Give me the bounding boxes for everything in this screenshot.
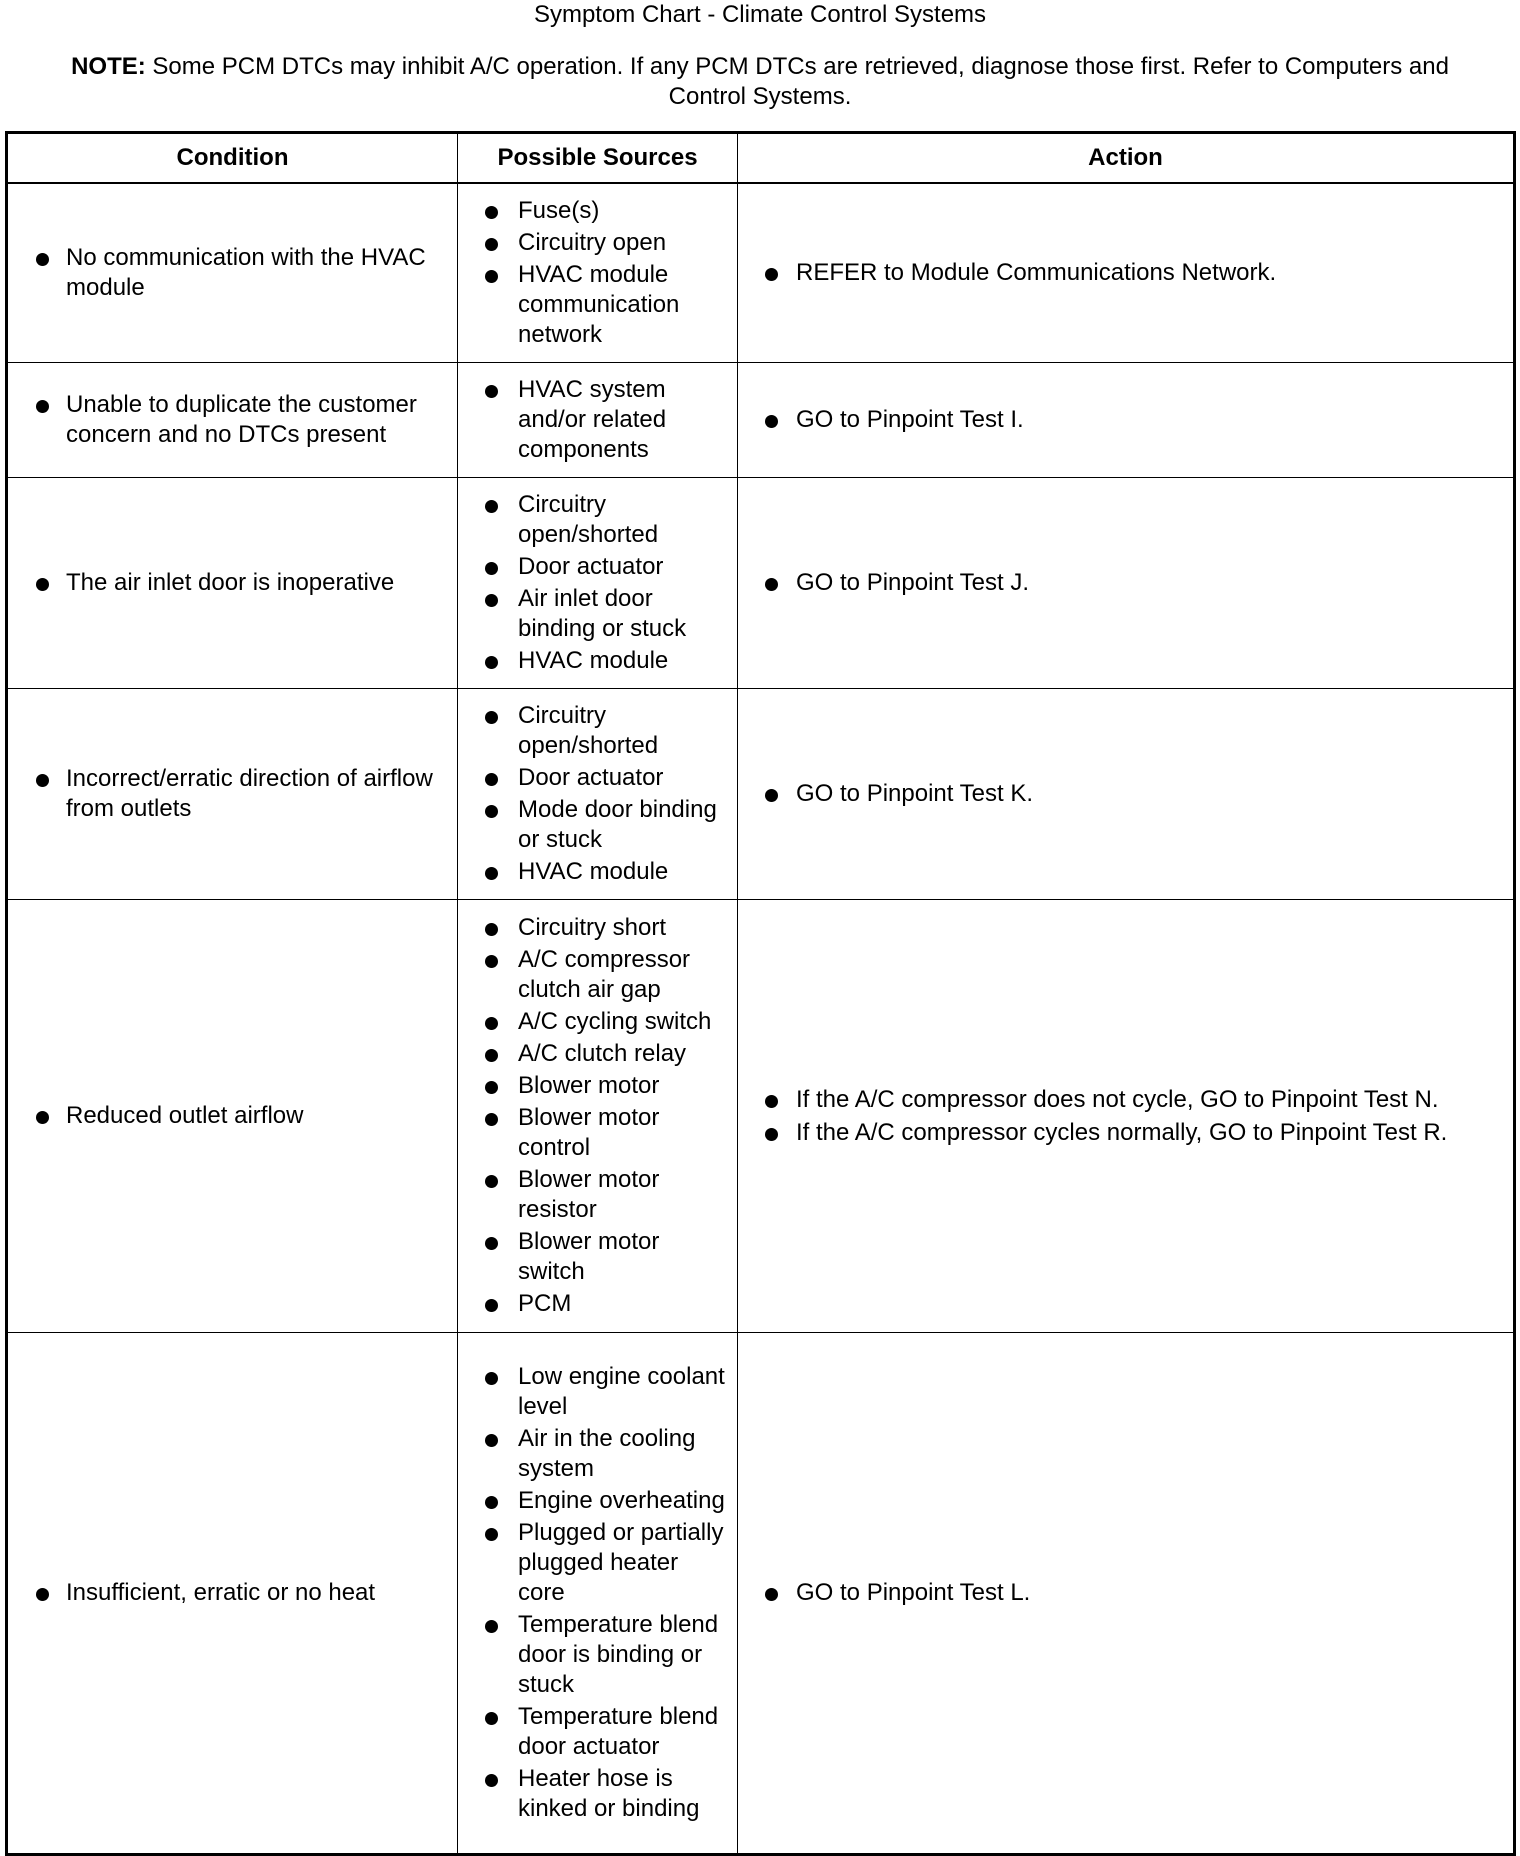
- action-item: GO to Pinpoint Test J.: [738, 568, 1513, 598]
- condition-cell: [7, 478, 458, 689]
- source-item: HVAC module: [458, 646, 737, 676]
- action-item: If the A/C compressor does not cycle, GO to Pinpoint Test N.: [738, 1085, 1513, 1115]
- source-item: A/C cycling switch: [458, 1007, 737, 1037]
- table-row: [7, 900, 1515, 1333]
- source-item: HVAC module: [458, 857, 737, 887]
- source-item: Circuitry open: [458, 228, 737, 258]
- source-item: Engine overheating: [458, 1486, 737, 1516]
- sources-cell: [458, 689, 738, 900]
- note-paragraph: [30, 52, 1490, 112]
- table-header-row: [7, 133, 1515, 184]
- condition-cell: [7, 183, 458, 363]
- action-cell: [738, 363, 1515, 478]
- sources-cell: [458, 900, 738, 1333]
- table-row: [7, 478, 1515, 689]
- action-item: GO to Pinpoint Test I.: [738, 405, 1513, 435]
- source-item: Door actuator: [458, 552, 737, 582]
- condition-text: The air inlet door is inoperative: [8, 568, 457, 598]
- action-item: GO to Pinpoint Test L.: [738, 1578, 1513, 1608]
- condition-text: Unable to duplicate the customer concern and no DTCs present: [8, 390, 457, 450]
- sources-cell: [458, 363, 738, 478]
- source-item: HVAC system and/or related components: [458, 375, 737, 465]
- table-row: [7, 183, 1515, 363]
- header-action: Action: [738, 133, 1515, 184]
- action-item: If the A/C compressor cycles normally, GO to Pinpoint Test R.: [738, 1118, 1513, 1148]
- source-item: A/C compressor clutch air gap: [458, 945, 737, 1005]
- condition-text: Insufficient, erratic or no heat: [8, 1578, 457, 1608]
- source-item: HVAC module communication network: [458, 260, 737, 350]
- header-possible-sources: Possible Sources: [458, 133, 738, 184]
- source-item: Door actuator: [458, 763, 737, 793]
- sources-cell: [458, 183, 738, 363]
- source-item: Circuitry open/shorted: [458, 490, 737, 550]
- source-item: Circuitry open/shorted: [458, 701, 737, 761]
- source-item: Temperature blend door actuator: [458, 1702, 737, 1762]
- source-item: Air in the cooling system: [458, 1424, 737, 1484]
- table-row: [7, 689, 1515, 900]
- action-item: GO to Pinpoint Test K.: [738, 779, 1513, 809]
- action-cell: [738, 183, 1515, 363]
- source-item: Temperature blend door is binding or stuck: [458, 1610, 737, 1700]
- source-item: Mode door binding or stuck: [458, 795, 737, 855]
- source-item: PCM: [458, 1289, 737, 1319]
- header-condition: Condition: [7, 133, 458, 184]
- source-item: Heater hose is kinked or binding: [458, 1764, 737, 1824]
- note-text: Some PCM DTCs may inhibit A/C operation. If any PCM DTCs are retrieved, diagnose those first. Refer to Computers and Control Systems.: [145, 53, 1449, 110]
- condition-cell: [7, 363, 458, 478]
- page-title: Symptom Chart - Climate Control Systems: [533, 1, 987, 28]
- table-row: [7, 1333, 1515, 1855]
- action-cell: [738, 1333, 1515, 1855]
- symptom-chart-table: [5, 131, 1516, 1856]
- source-item: Plugged or partially plugged heater core: [458, 1518, 737, 1608]
- action-item: REFER to Module Communications Network.: [738, 258, 1513, 288]
- condition-cell: [7, 1333, 458, 1855]
- condition-text: Incorrect/erratic direction of airflow from outlets: [8, 764, 457, 824]
- source-item: Circuitry short: [458, 913, 737, 943]
- source-item: A/C clutch relay: [458, 1039, 737, 1069]
- source-item: Blower motor resistor: [458, 1165, 737, 1225]
- condition-text: Reduced outlet airflow: [8, 1101, 457, 1131]
- source-item: Blower motor switch: [458, 1227, 737, 1287]
- condition-cell: [7, 900, 458, 1333]
- source-item: Fuse(s): [458, 196, 737, 226]
- source-item: Air inlet door binding or stuck: [458, 584, 737, 644]
- condition-cell: [7, 689, 458, 900]
- condition-text: No communication with the HVAC module: [8, 243, 457, 303]
- table-row: [7, 363, 1515, 478]
- source-item: Blower motor control: [458, 1103, 737, 1163]
- action-cell: [738, 478, 1515, 689]
- action-cell: [738, 689, 1515, 900]
- source-item: Low engine coolant level: [458, 1362, 737, 1422]
- source-item: Blower motor: [458, 1071, 737, 1101]
- sources-cell: [458, 478, 738, 689]
- sources-cell: [458, 1333, 738, 1855]
- action-cell: [738, 900, 1515, 1333]
- note-label: NOTE:: [71, 53, 146, 80]
